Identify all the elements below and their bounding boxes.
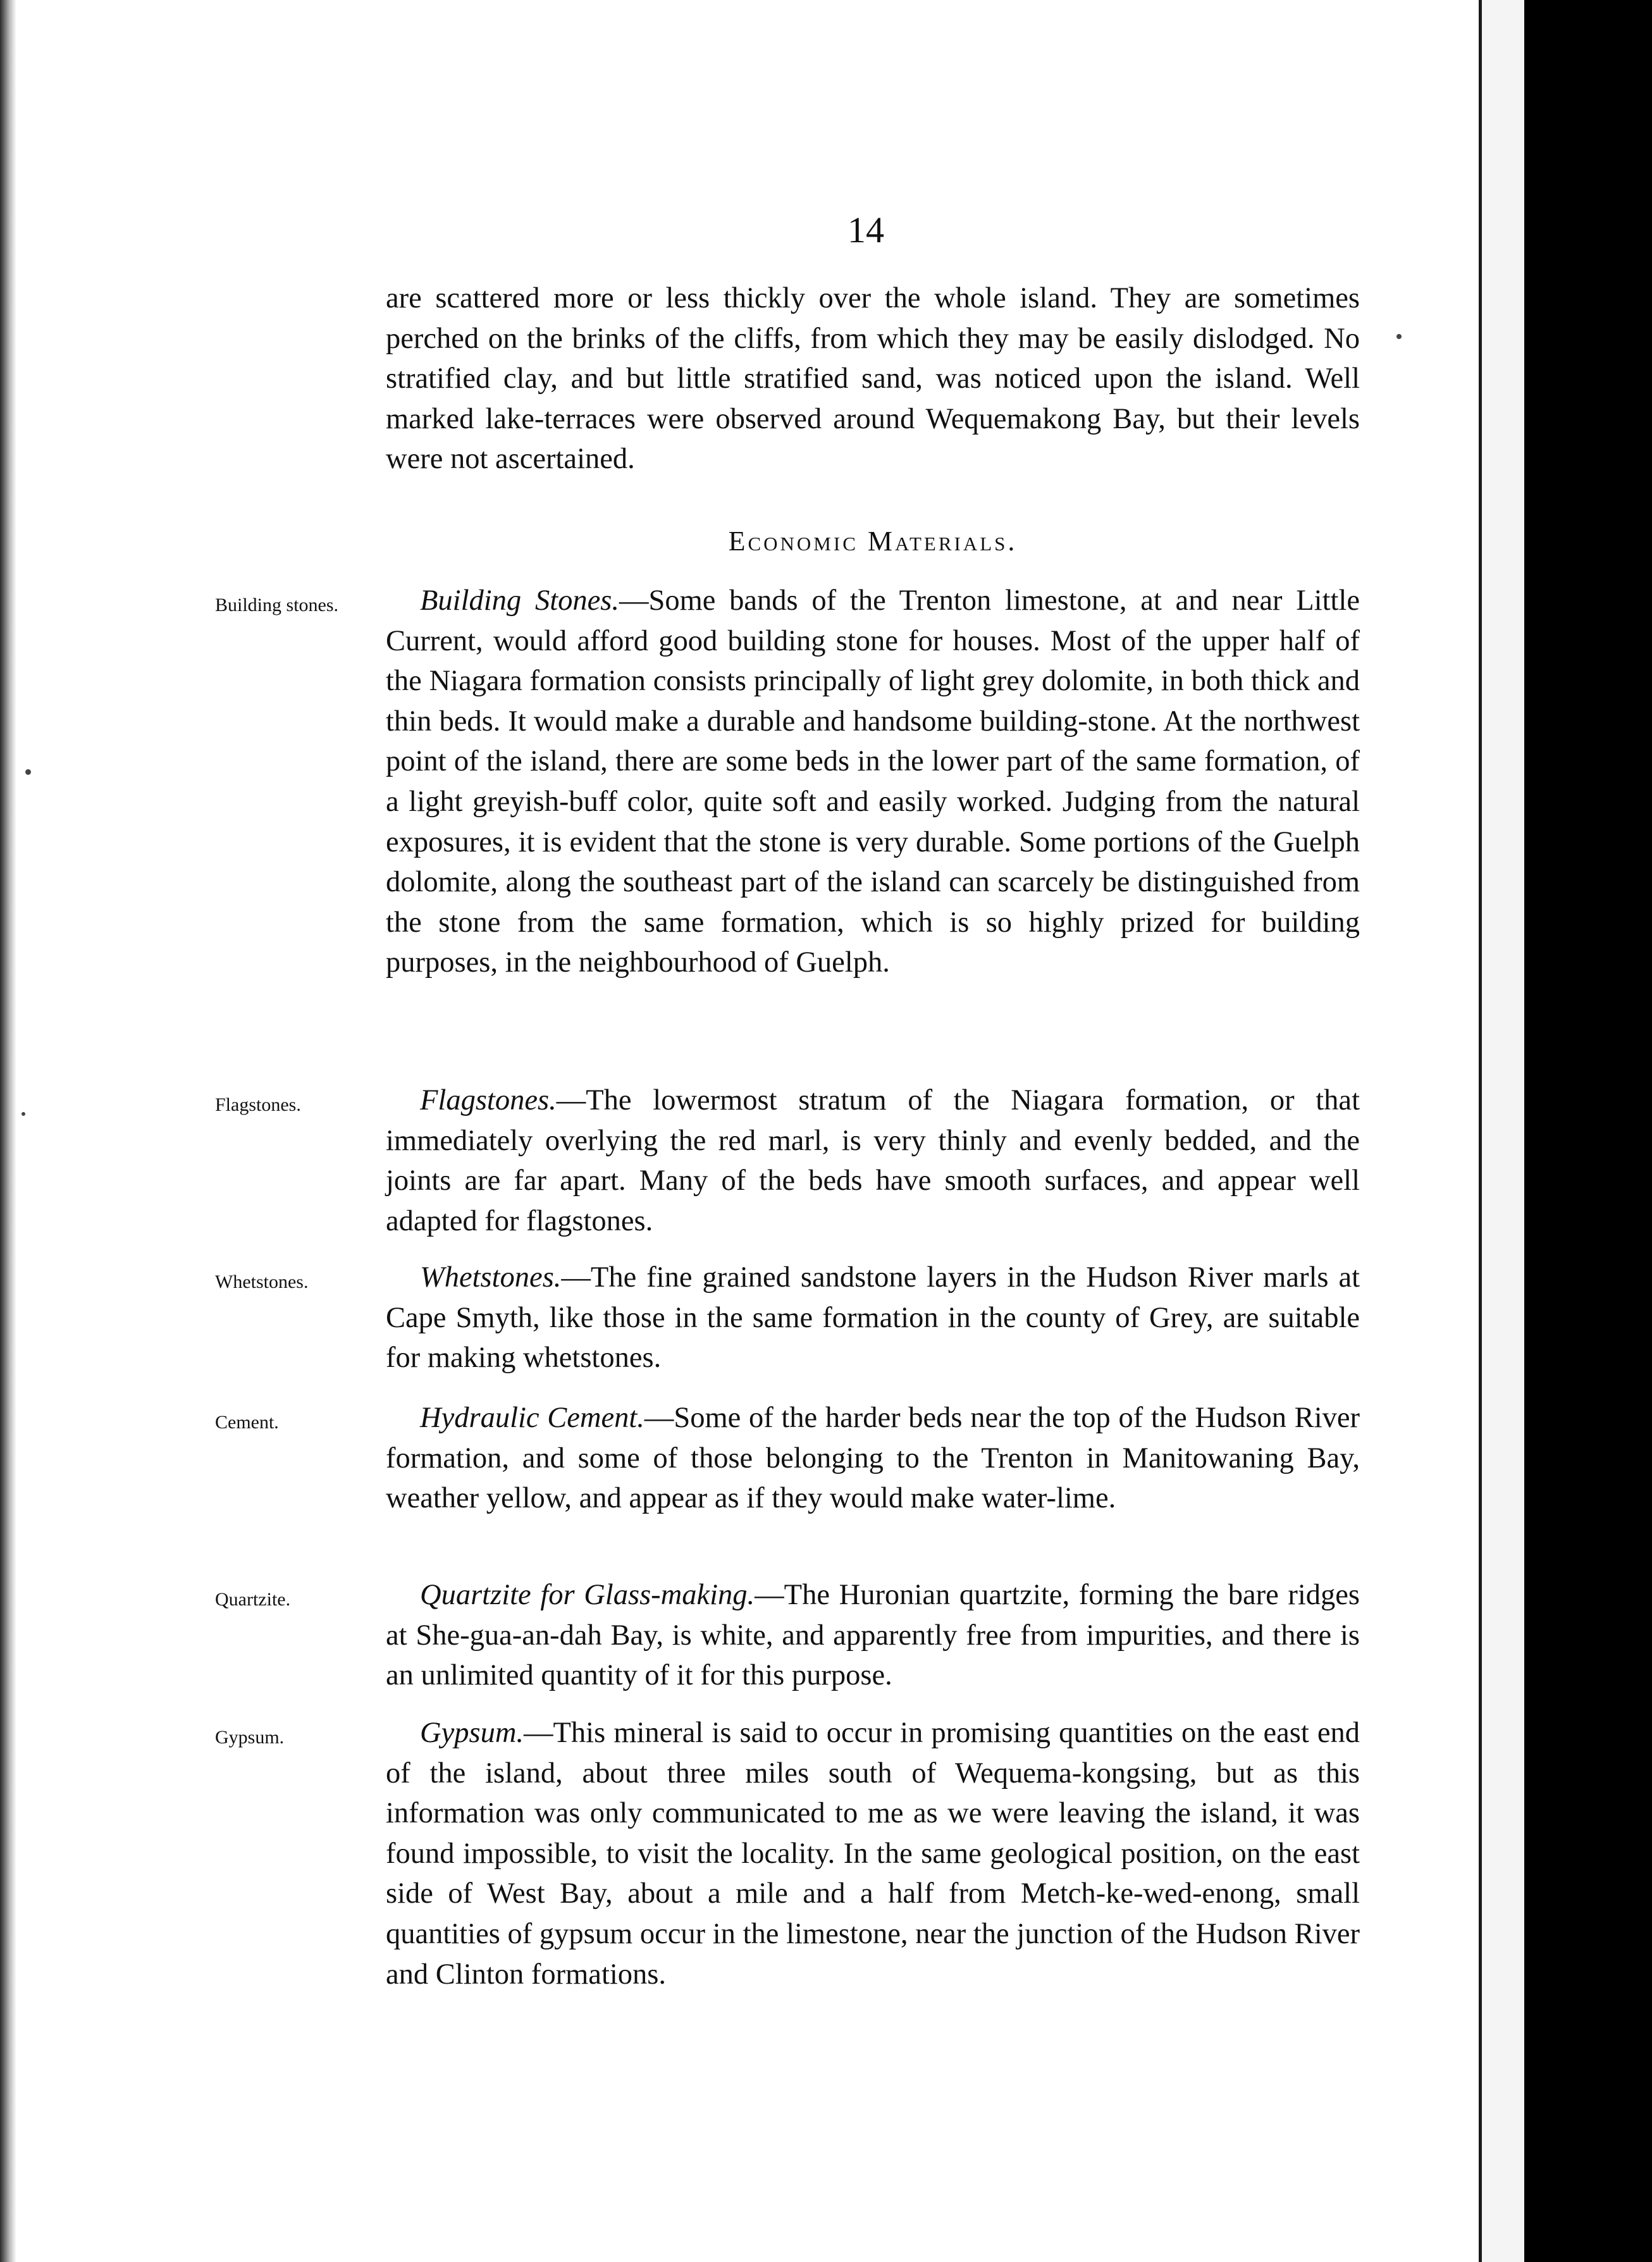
lead-quartzite: Quartzite for Glass-making.: [420, 1579, 755, 1611]
text-hydraulic-cement: —Some of the harder beds near the top of the Hudson River formation, and some of those belonging to the Trenton in Manitowaning Bay, weather yellow, and appear as if they would make water-lime.: [386, 1402, 1360, 1515]
section-heading: Economic Materials.: [728, 526, 1018, 557]
scan-speck: [1396, 334, 1402, 339]
text-whetstones: —The fine grained sandstone layers in the Hudson River marls at Cape Smyth, like those in the same formation in the county of Grey, are suitable for making whetstones.: [386, 1261, 1360, 1375]
scan-speck: [25, 769, 31, 775]
lead-flagstones: Flagstones.: [420, 1084, 557, 1116]
margin-note-whetstones: Whetstones.: [215, 1271, 309, 1292]
margin-note-quartzite: Quartzite.: [215, 1589, 291, 1610]
margin-note-cement: Cement.: [215, 1412, 279, 1433]
text-gypsum: —This mineral is said to occur in promising quantities on the east end of the island, about three miles south of Wequema-kongsing, but as this information was only communicated to me as we were leaving the island, it was found impossible, to visit the locality. In the same geological position, on the east side of West Bay, about a mile and a half from Metch-ke-wed-enong, small quantities of gypsum occur in the limestone, near the junction of the Hudson River and Clinton formations.: [386, 1717, 1360, 1991]
right-page-margin: [1482, 0, 1524, 2262]
paragraph-building-stones: [386, 581, 1360, 983]
paragraph-flagstones: [386, 1080, 1360, 1241]
paragraph-hydraulic-cement: [386, 1398, 1360, 1519]
text-building-stones: —Some bands of the Trenton limestone, at and near Little Current, would afford good building stone for houses. Most of the upper half of the Niagara formation consists principally of light grey dolomite, in both thick and thin beds. It would make a durable and handsome building-stone. At the northwest point of the island, there are some beds in the lower part of the same formation, of a light greyish-buff color, quite soft and easily worked. Judging from the natural exposures, it is evident that the stone is very durable. Some portions of the Guelph dolomite, along the southeast part of the island can scarcely be distinguished from the stone from the same formation, which is so highly prized for building purposes, in the neighbourhood of Guelph.: [386, 584, 1360, 979]
text-flagstones: —The lowermost stratum of the Niagara formation, or that immediately overlying the red marl, is very thinly and evenly bedded, and the joints are far apart. Many of the beds have smooth surfaces, and appear well adapted for flagstones.: [386, 1084, 1360, 1237]
scan-speck: [22, 1112, 25, 1116]
left-page-shadow: [0, 0, 16, 2262]
page-number: 14: [848, 209, 884, 250]
lead-whetstones: Whetstones.: [420, 1261, 562, 1294]
paragraph-quartzite: [386, 1575, 1360, 1696]
lead-hydraulic-cement: Hydraulic Cement.: [420, 1402, 644, 1434]
margin-note-gypsum: Gypsum.: [215, 1727, 285, 1748]
margin-note-building-stones: Building stones.: [215, 595, 339, 615]
lead-building-stones: Building Stones.: [420, 584, 619, 617]
text-quartzite: —The Huronian quartzite, forming the bare ridges at She-gua-an-dah Bay, is white, and apparently free from impurities, and there is an unlimited quantity of it for this purpose.: [386, 1579, 1360, 1692]
paragraph-whetstones: [386, 1258, 1360, 1378]
margin-note-flagstones: Flagstones.: [215, 1094, 301, 1115]
continuation-paragraph: [386, 278, 1360, 479]
continuation-text: are scattered more or less thickly over the whole island. They are sometimes perched on the brinks of the cliffs, from which they may be easily dislodged. No stratified clay, and but little stratified sand, was noticed upon the island. Well marked lake-terraces were observed around Wequemakong Bay, but their levels were not ascertained.: [386, 282, 1360, 476]
paragraph-gypsum: [386, 1713, 1360, 1994]
lead-gypsum: Gypsum.: [420, 1717, 524, 1749]
